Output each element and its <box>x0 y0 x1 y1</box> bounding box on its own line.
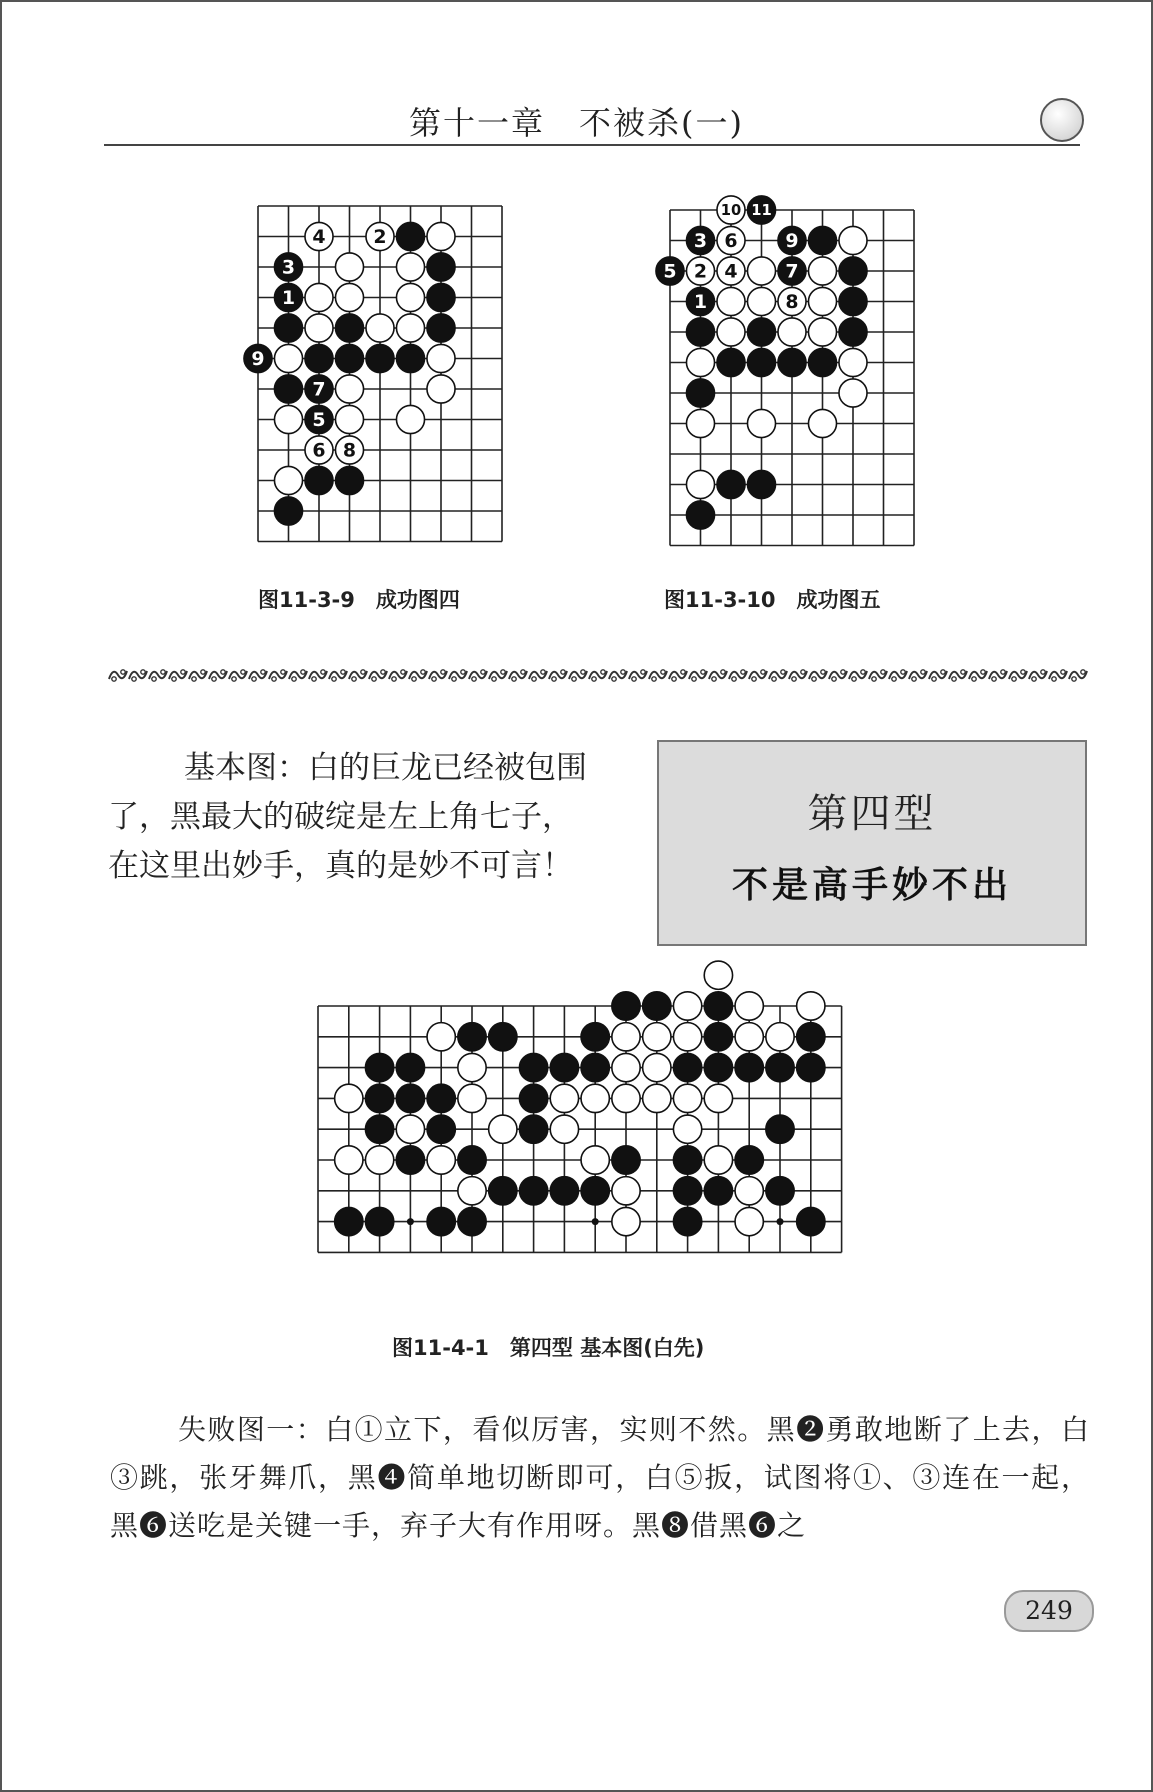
black-stone <box>673 1053 701 1081</box>
black-stone <box>747 196 775 224</box>
go-diagram-11-4-1 <box>316 980 876 1300</box>
black-stone <box>704 992 732 1020</box>
black-stone <box>427 1207 455 1235</box>
black-stone <box>581 1177 609 1205</box>
move-number: 8 <box>342 439 357 462</box>
white-stone <box>735 1207 763 1235</box>
white-stone <box>686 348 714 376</box>
white-stone <box>643 1053 671 1081</box>
white-stone <box>335 405 363 433</box>
black-stone <box>717 470 745 498</box>
black-stone <box>396 1053 424 1081</box>
white-stone <box>673 1084 701 1112</box>
white-stone <box>747 409 775 437</box>
white-stone <box>808 318 836 346</box>
black-stone <box>686 501 714 529</box>
white-stone <box>612 1023 640 1051</box>
white-stone <box>427 1023 455 1051</box>
chapter-title: 第十一章 不被杀(一) <box>409 104 744 142</box>
black-stone <box>747 348 775 376</box>
black-stone <box>550 1177 578 1205</box>
move-number: 6 <box>312 439 326 462</box>
white-stone <box>396 253 424 281</box>
black-stone <box>305 405 333 433</box>
white-stone <box>797 992 825 1020</box>
black-stone <box>335 466 363 494</box>
black-stone <box>519 1177 547 1205</box>
white-stone <box>458 1053 486 1081</box>
white-stone <box>489 1115 517 1143</box>
white-stone <box>396 405 424 433</box>
white-stone <box>704 961 732 989</box>
black-stone <box>808 348 836 376</box>
black-stone <box>808 226 836 254</box>
black-stone <box>274 283 302 311</box>
move-number: 2 <box>693 260 708 283</box>
black-stone <box>686 226 714 254</box>
black-stone <box>673 1177 701 1205</box>
white-stone <box>717 287 745 315</box>
body-paragraph: 失败图一：白①立下，看似厉害，实则不然。黑❷勇敢地断了上去，白③跳，张牙舞爪，黑❹简单地切断即可，白⑤扳，试图将①、③连在一起，黑❻送吃是关键一手，弃子大有作用呀。黑❽借黑❻之 <box>110 1413 1090 1542</box>
white-stone <box>766 1023 794 1051</box>
white-stone <box>305 283 333 311</box>
move-number: 9 <box>251 348 265 370</box>
black-stone <box>519 1115 547 1143</box>
white-stone <box>427 1146 455 1174</box>
white-stone <box>581 1084 609 1112</box>
black-stone <box>778 226 806 254</box>
black-stone <box>673 1146 701 1174</box>
white-stone <box>717 226 745 254</box>
black-stone <box>581 1023 609 1051</box>
move-number: 9 <box>785 230 799 252</box>
move-number: 1 <box>693 291 708 313</box>
white-stone <box>735 992 763 1020</box>
black-stone <box>797 1023 825 1051</box>
star-point <box>407 1218 414 1225</box>
black-stone <box>550 1053 578 1081</box>
black-stone <box>366 344 394 372</box>
white-stone <box>808 287 836 315</box>
figure-caption-11-3-9: 图11-3-9 成功图四 <box>258 588 460 612</box>
white-stone <box>305 314 333 342</box>
white-stone <box>335 1084 363 1112</box>
black-stone <box>244 344 272 372</box>
white-stone <box>704 1084 732 1112</box>
white-stone <box>335 253 363 281</box>
white-stone <box>717 257 745 285</box>
ornamental-divider <box>108 664 1088 686</box>
black-stone <box>427 1084 455 1112</box>
black-stone <box>335 344 363 372</box>
white-stone <box>735 1177 763 1205</box>
go-diagram-11-3-10 <box>658 202 948 546</box>
move-number: 11 <box>751 202 772 219</box>
black-stone <box>778 348 806 376</box>
white-stone <box>808 409 836 437</box>
white-stone <box>717 318 745 346</box>
black-stone <box>458 1207 486 1235</box>
white-stone <box>335 436 363 464</box>
move-number: 3 <box>281 256 296 279</box>
black-stone <box>704 1053 732 1081</box>
white-stone <box>612 1207 640 1235</box>
white-stone <box>366 222 394 250</box>
black-stone <box>396 222 424 250</box>
black-stone <box>766 1115 794 1143</box>
white-stone <box>747 287 775 315</box>
white-stone <box>612 1084 640 1112</box>
white-stone <box>274 405 302 433</box>
black-stone <box>766 1053 794 1081</box>
white-stone <box>335 1146 363 1174</box>
white-stone <box>704 1146 732 1174</box>
white-stone <box>305 222 333 250</box>
go-diagram-11-3-9 <box>240 206 530 546</box>
black-stone <box>778 257 806 285</box>
black-stone <box>305 375 333 403</box>
white-stone <box>335 283 363 311</box>
black-stone <box>365 1115 393 1143</box>
black-stone <box>305 466 333 494</box>
black-stone <box>365 1053 393 1081</box>
white-stone <box>747 257 775 285</box>
black-stone <box>274 314 302 342</box>
black-stone <box>797 1053 825 1081</box>
white-stone <box>396 314 424 342</box>
white-stone <box>396 283 424 311</box>
white-stone <box>365 1146 393 1174</box>
move-number: 4 <box>724 260 738 283</box>
move-number: 5 <box>312 409 326 431</box>
black-stone <box>643 992 671 1020</box>
white-stone <box>778 318 806 346</box>
white-stone <box>673 1115 701 1143</box>
black-stone <box>581 1053 609 1081</box>
black-stone <box>735 1146 763 1174</box>
black-stone <box>489 1177 517 1205</box>
black-stone <box>747 470 775 498</box>
move-number: 7 <box>312 378 326 401</box>
white-stone <box>839 348 867 376</box>
black-stone <box>274 497 302 525</box>
header-circle-ornament <box>1040 98 1084 142</box>
white-stone <box>839 226 867 254</box>
white-stone <box>366 314 394 342</box>
white-stone <box>427 375 455 403</box>
black-stone <box>704 1023 732 1051</box>
move-number: 1 <box>281 287 296 309</box>
white-stone <box>643 1023 671 1051</box>
move-number: 3 <box>693 230 708 252</box>
black-stone <box>427 314 455 342</box>
white-stone <box>335 375 363 403</box>
white-stone <box>612 1177 640 1205</box>
black-stone <box>686 287 714 315</box>
figure-caption-11-4-1: 图11-4-1 第四型 基本图(白先) <box>392 1336 705 1360</box>
move-number: 4 <box>312 226 326 248</box>
white-stone <box>673 1023 701 1051</box>
white-stone <box>612 1053 640 1081</box>
white-stone <box>686 409 714 437</box>
black-stone <box>747 318 775 346</box>
move-number: 10 <box>720 202 742 219</box>
black-stone <box>519 1084 547 1112</box>
white-stone <box>305 436 333 464</box>
black-stone <box>717 348 745 376</box>
black-stone <box>519 1053 547 1081</box>
move-number: 7 <box>785 260 799 283</box>
type-subtitle: 不是高手妙不出 <box>731 864 1012 906</box>
type-name: 第四型 <box>807 791 937 837</box>
white-stone <box>735 1023 763 1051</box>
black-stone <box>396 1084 424 1112</box>
black-stone <box>274 253 302 281</box>
black-stone <box>427 283 455 311</box>
move-number: 6 <box>724 230 738 252</box>
black-stone <box>735 1053 763 1081</box>
black-stone <box>612 992 640 1020</box>
move-number: 5 <box>663 260 677 283</box>
black-stone <box>656 257 684 285</box>
black-stone <box>686 318 714 346</box>
intro-paragraph: 基本图：白的巨龙已经被包围了，黑最大的破绽是左上角七子，在这里出妙手，真的是妙不可言！ <box>108 750 587 884</box>
white-stone <box>643 1084 671 1112</box>
white-stone <box>581 1146 609 1174</box>
white-stone <box>274 466 302 494</box>
white-stone <box>778 287 806 315</box>
black-stone <box>365 1084 393 1112</box>
black-stone <box>673 1207 701 1235</box>
move-number: 8 <box>785 291 799 313</box>
white-stone <box>839 379 867 407</box>
page-number: 249 <box>1004 1590 1094 1632</box>
black-stone <box>797 1207 825 1235</box>
black-stone <box>839 257 867 285</box>
figure-caption-11-3-10: 图11-3-10 成功图五 <box>664 588 881 612</box>
white-stone <box>427 344 455 372</box>
black-stone <box>335 1207 363 1235</box>
black-stone <box>274 375 302 403</box>
black-stone <box>458 1146 486 1174</box>
white-stone <box>458 1177 486 1205</box>
type-title-box <box>657 740 1087 946</box>
black-stone <box>704 1177 732 1205</box>
black-stone <box>305 344 333 372</box>
black-stone <box>839 318 867 346</box>
white-stone <box>673 992 701 1020</box>
white-stone <box>396 1115 424 1143</box>
white-stone <box>686 470 714 498</box>
white-stone <box>550 1115 578 1143</box>
black-stone <box>686 379 714 407</box>
white-stone <box>458 1084 486 1112</box>
star-point <box>777 1218 784 1225</box>
white-stone <box>427 222 455 250</box>
white-stone <box>274 344 302 372</box>
black-stone <box>839 287 867 315</box>
white-stone <box>808 257 836 285</box>
star-point <box>592 1218 599 1225</box>
header-rule <box>104 144 1080 146</box>
black-stone <box>396 344 424 372</box>
white-stone <box>686 257 714 285</box>
black-stone <box>489 1023 517 1051</box>
white-stone <box>550 1084 578 1112</box>
white-stone <box>717 196 745 224</box>
black-stone <box>427 1115 455 1143</box>
black-stone <box>427 253 455 281</box>
move-number: 2 <box>373 226 387 248</box>
black-stone <box>766 1177 794 1205</box>
black-stone <box>396 1146 424 1174</box>
black-stone <box>335 314 363 342</box>
black-stone <box>458 1023 486 1051</box>
black-stone <box>365 1207 393 1235</box>
black-stone <box>612 1146 640 1174</box>
